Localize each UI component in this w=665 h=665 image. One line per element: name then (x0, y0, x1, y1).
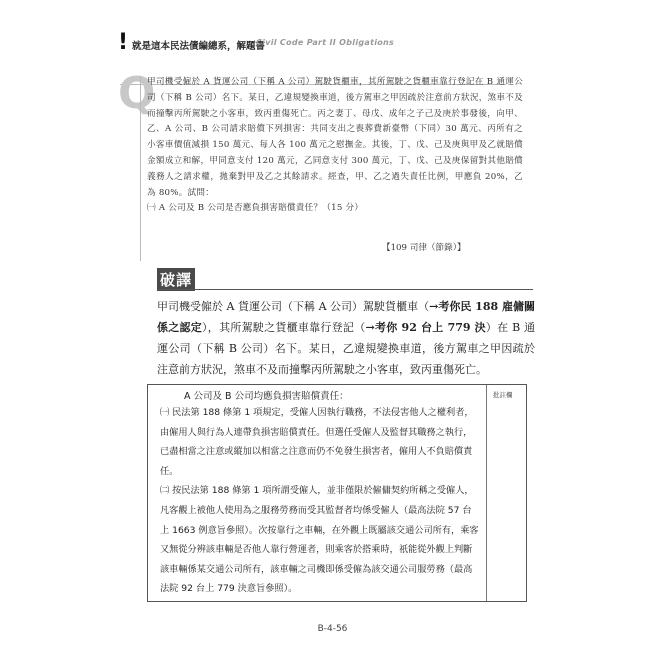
question-subquestion: ㈠ A 公司及 B 公司是否應負損害賠償責任？（15 分） (147, 203, 364, 214)
question-source: 【109 司律（節錄）】 (382, 243, 466, 253)
answer-hint-2: →考你 92 台上 779 決 (365, 321, 486, 334)
section-label-poyi: 破譯 (157, 268, 195, 291)
answer-hint-1: →考你民 188 雇傭關係之認定 (157, 300, 535, 334)
answer-text-3: ）在 B 通運公司（下稱 B 公司）名下。某日，乙違規變換車道，後方駕車之甲因疏於注意前方狀況，煞車不及而撞擊丙所駕駛之小客車，致丙重傷死亡。 (157, 321, 536, 376)
answer-table (147, 384, 527, 602)
answer-paragraph (157, 296, 535, 380)
book-title: 就是這本民法債編總系，解題書 (132, 41, 266, 52)
exclamation-icon: ! (118, 30, 129, 55)
page-number: B-4-56 (317, 624, 348, 634)
answer-text-1: 甲司機受僱於 A 貨運公司（下稱 A 公司）駕駛貨櫃車（ (157, 300, 430, 313)
book-subtitle: Civil Code Part II Obligations (256, 38, 395, 47)
answer-table-main (148, 385, 487, 601)
annotation-column (487, 385, 526, 601)
question-q-icon: Q (118, 68, 156, 119)
answer-table-heading: A 公司及 B 公司均應負損害賠償責任： (184, 391, 349, 402)
answer-table-body (160, 403, 480, 599)
answer-item-2: ㈡ 按民法第 188 條第 1 項所謂受僱人，並非僅限於僱傭契約所稱之受僱人，凡客觀上被他人使用為之服務勞務而受其監督者均係受僱人（最高法院 57 台上 1663 例意旨參照）。次按靠行之車輛，在外觀上既屬該交通公司所有，乘客又無從分辨該車輛是否他人靠行營運者，則乘客於搭乘時，祇能從外觀上判斷該車輛係某交通公司所有，該車輛之司機即係受僱為該交通公司服勞務（最高法院 92 台上 779 決意旨參照）。 (160, 485, 479, 595)
answer-text-2: ），其所駕駛之貨櫃車靠行登記（ (202, 321, 366, 334)
question-body: 甲司機受僱於 A 貨運公司（下稱 A 公司）駕駛貨櫃車，其所駕駛之貨櫃車靠行登記在 B 通運公司（下稱 B 公司）名下。某日，乙違規變換車道，後方駕車之甲因疏於注意前方狀況，煞車不及而撞擊丙所駕駛之小客車，致丙重傷死亡。丙之妻丁、母戊、成年之子己及庚於事發後，向甲、乙、A 公司、B 公司請求賠償下列損害：共同支出之喪葬費新臺幣（下同）30 萬元、丙所有之小客車價值減損 150 萬元、每人各 100 萬元之慰撫金。其後，丁、戊、己及庚與甲及乙就賠償金額成立和解，甲同意支付 120 萬元，乙同意支付 300 萬元，丁、戊、己及庚保留對其他賠償義務人之請求權，拋棄對甲及乙之其餘請求。經查，甲、乙之過失責任比例，甲應負 20%，乙為 80%。試問： (147, 77, 523, 198)
answer-item-1: ㈠ 民法第 188 條第 1 項規定，受僱人因執行職務，不法侵害他人之權利者，由僱用人與行為人連帶負損害賠償責任。但選任受僱人及監督其職務之執行，已盡相當之注意或縱加以相當之注意而仍不免發生損害者，僱用人不負賠償責任。 (160, 407, 474, 477)
section-divider (157, 289, 533, 290)
annotation-column-label: 批註欄 (493, 391, 513, 399)
question-block (147, 75, 523, 217)
running-header (118, 32, 548, 56)
